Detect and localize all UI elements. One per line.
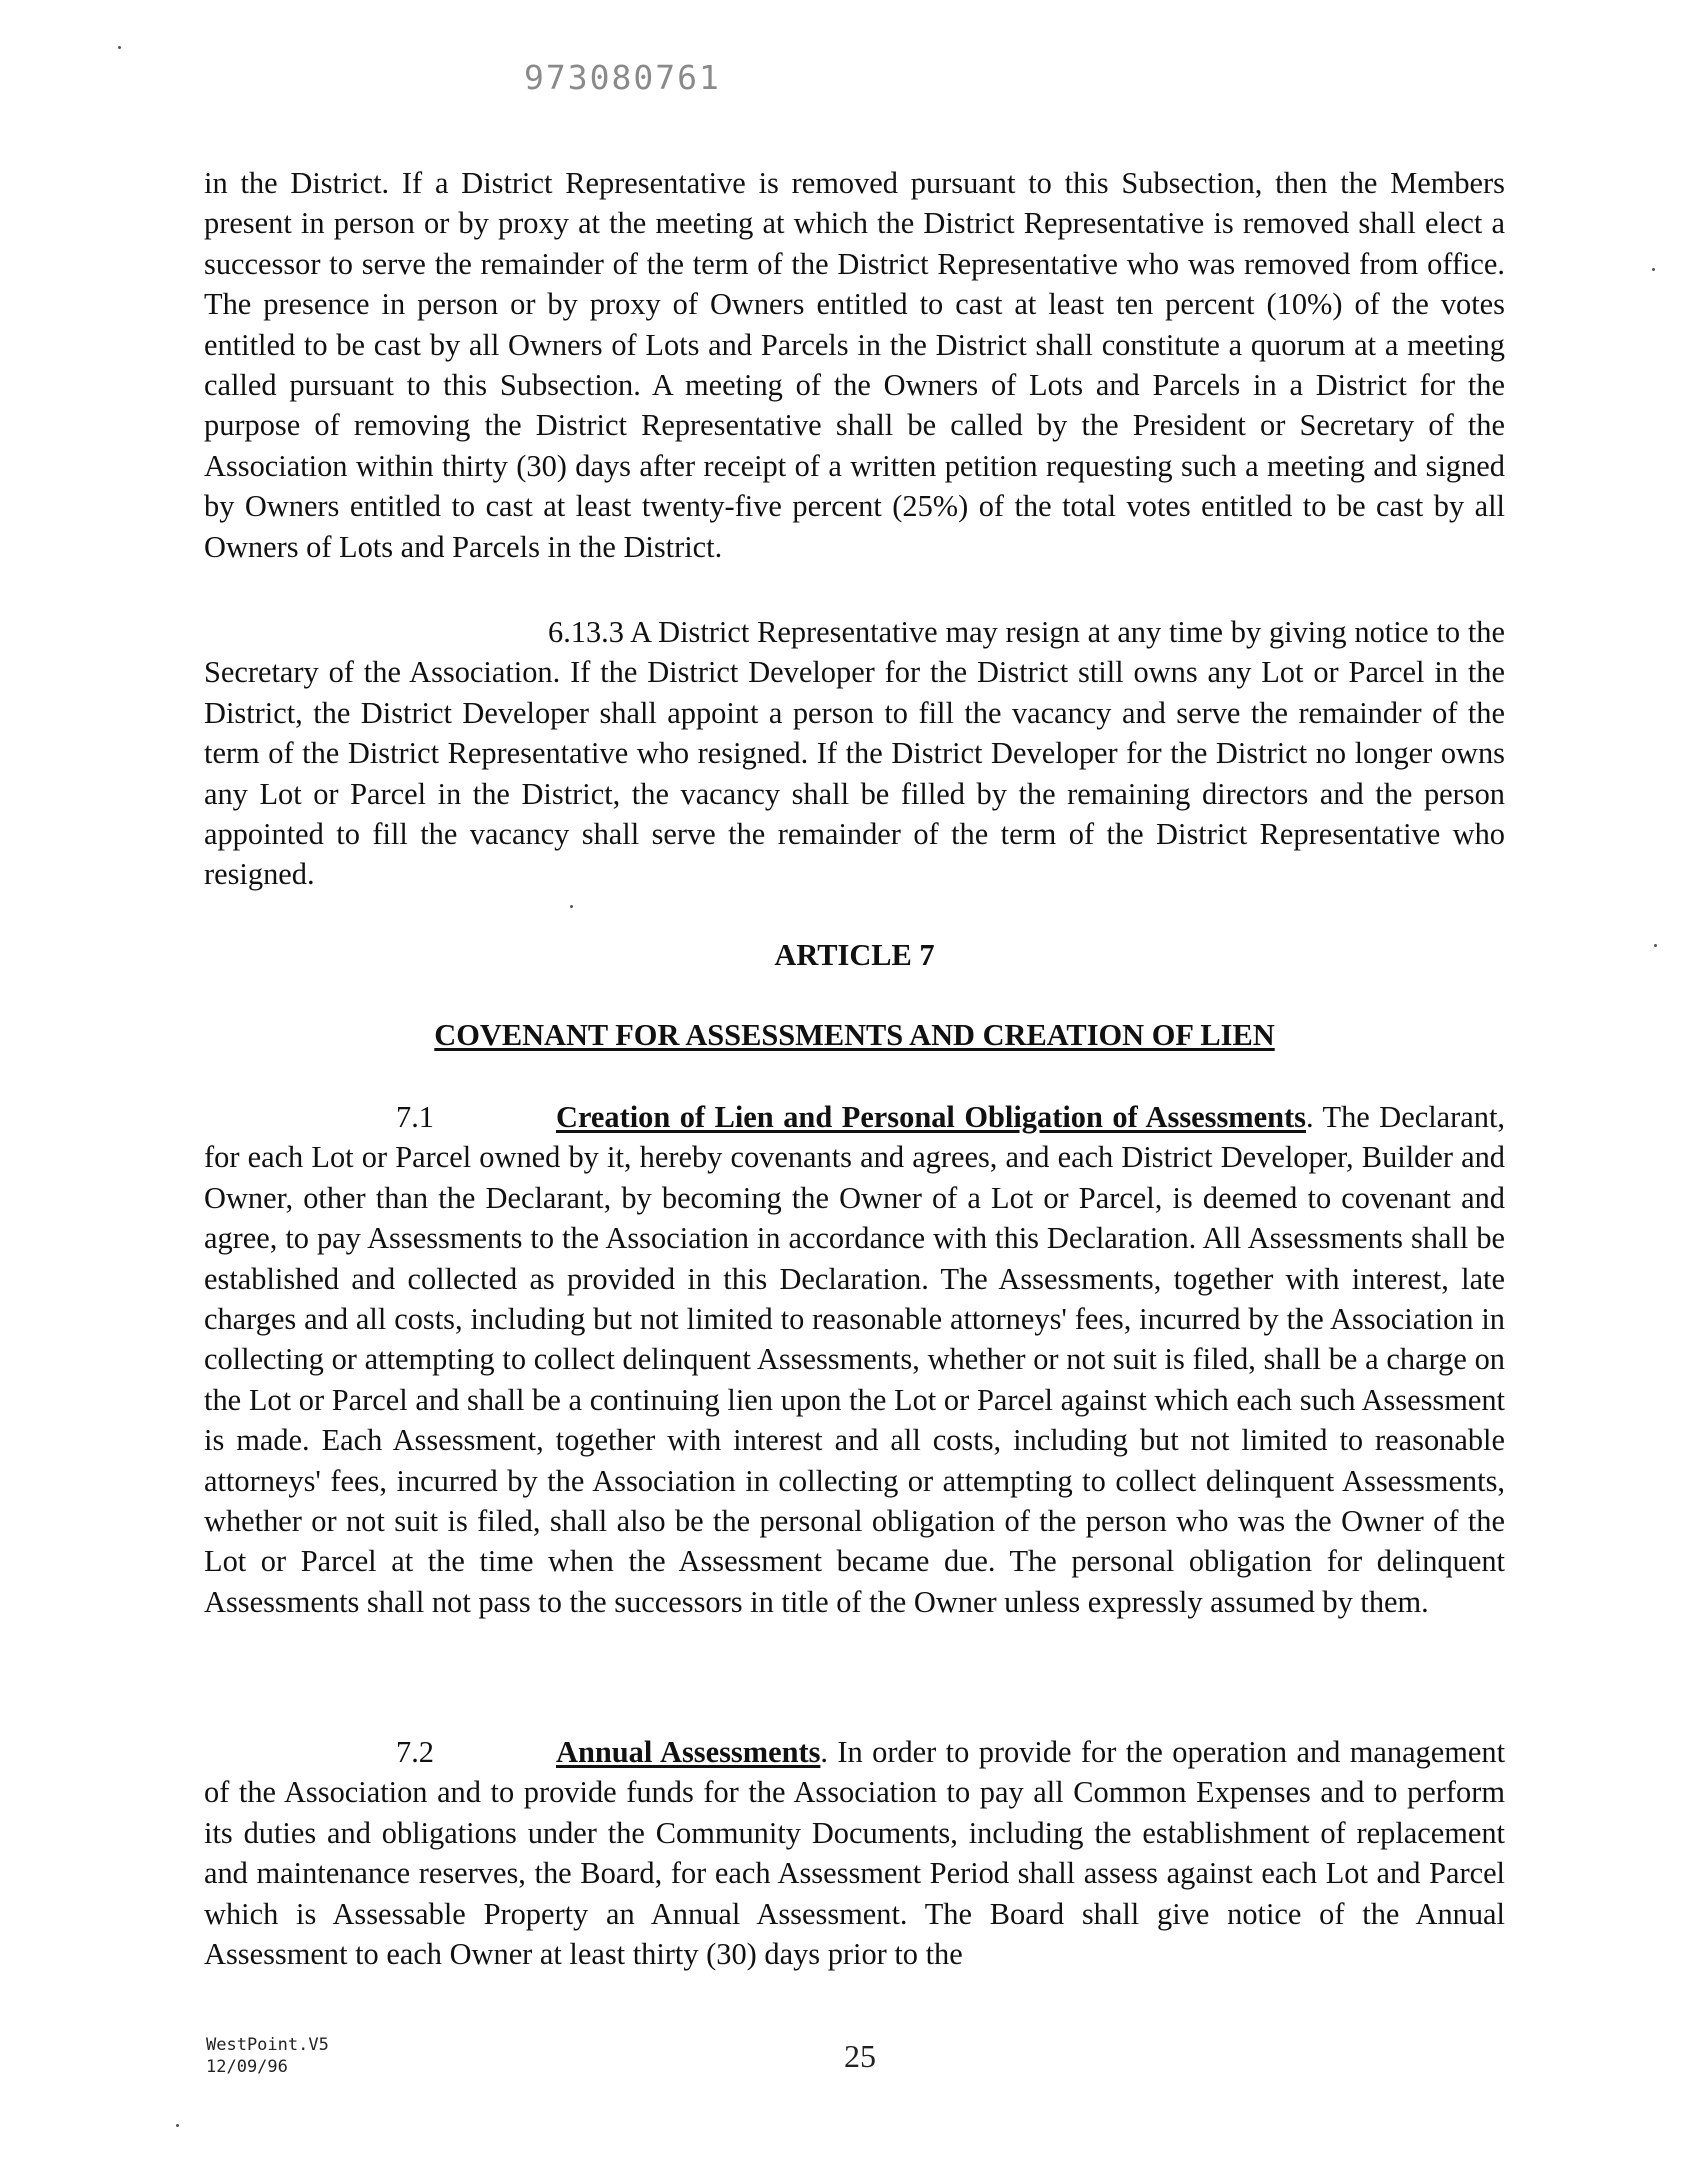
footer-file-name: WestPoint.V5 — [206, 2035, 329, 2055]
section-7-1 — [204, 1097, 1505, 1622]
section-7-1-body: . The Declarant, for each Lot or Parcel owned by it, hereby covenants and agrees, and each District Developer, Builder and Owner, other than the Declarant, by becoming the Owner of a Lot or Parcel, is deemed to covenant and agree, to pay Assessments to the Association in accordance with this Declaration. All Assessments shall be established and collected as provided in this Declaration. The Assessments, together with interest, late charges and all costs, including but not limited to reasonable attorneys' fees, incurred by the Association in collecting or attempting to collect delinquent Assessments, whether or not suit is filed, shall be a charge on the Lot or Parcel and shall be a continuing lien upon the Lot or Parcel against which each such Assessment is made. Each Assessment, together with interest and all costs, including but not limited to reasonable attorneys' fees, incurred by the Association in collecting or attempting to collect delinquent Assessments, whether or not suit is filed, shall also be the personal obligation of the person who was the Owner of the Lot or Parcel at the time when the Assessment became due. The personal obligation for delinquent Assessments shall not pass to the successors in title of the Owner unless expressly assumed by them. — [204, 1100, 1506, 1619]
scan-speck — [570, 905, 573, 908]
scan-speck — [1654, 944, 1657, 947]
page-number: 25 — [844, 2038, 876, 2074]
section-7-2 — [204, 1732, 1505, 1974]
article-heading: ARTICLE 7 — [774, 938, 935, 972]
scan-speck — [118, 46, 121, 49]
article-title: COVENANT FOR ASSESSMENTS AND CREATION OF LIEN — [434, 1018, 1275, 1052]
scan-speck — [1652, 268, 1655, 271]
section-7-2-number: 7.2 — [396, 1735, 434, 1769]
section-7-1-number: 7.1 — [396, 1100, 434, 1134]
section-7-1-title: Creation of Lien and Personal Obligation of Assessments — [556, 1100, 1306, 1134]
paragraph-6-13-3: 6.13.3 A District Representative may resign at any time by giving notice to the Secretary of the Association. If the District Developer for the District still owns any Lot or Parcel in the District, the District Developer shall appoint a person to fill the vacancy and serve the remainder of the term of the District Representative who resigned. If the District Developer for the District no longer owns any Lot or Parcel in the District, the vacancy shall be filled by the remaining directors and the person appointed to fill the vacancy shall serve the remainder of the term of the District Representative who resigned. — [204, 615, 1505, 892]
footer-file-info — [206, 2034, 329, 2078]
section-7-2-title: Annual Assessments — [556, 1735, 821, 1769]
document-stamp-number: 973080761 — [524, 58, 721, 97]
footer-file-date: 12/09/96 — [206, 2057, 288, 2077]
paragraph-district-removal: in the District. If a District Representative is removed pursuant to this Subsection, then the Members present in person or by proxy at the meeting at which the District Representative is removed shall elect a successor to serve the remainder of the term of the District Representative who was removed from office. The presence in person or by proxy of Owners entitled to cast at least ten percent (10%) of the votes entitled to be cast by all Owners of Lots and Parcels in the District shall constitute a quorum at a meeting called pursuant to this Subsection. A meeting of the Owners of Lots and Parcels in a District for the purpose of removing the District Representative shall be called by the President or Secretary of the Association within thirty (30) days after receipt of a written petition requesting such a meeting and signed by Owners entitled to cast at least twenty-five percent (25%) of the total votes entitled to be cast by all Owners of Lots and Parcels in the District. — [204, 166, 1505, 564]
section-7-2-body: . In order to provide for the operation and management of the Association and to provide funds for the Association to pay all Common Expenses and to perform its duties and obligations under the Community Documents, including the establishment of replacement and maintenance reserves, the Board, for each Assessment Period shall assess against each Lot and Parcel which is Assessable Property an Annual Assessment. The Board shall give notice of the Annual Assessment to each Owner at least thirty (30) days prior to the — [204, 1735, 1506, 1972]
scan-speck — [176, 2124, 179, 2127]
